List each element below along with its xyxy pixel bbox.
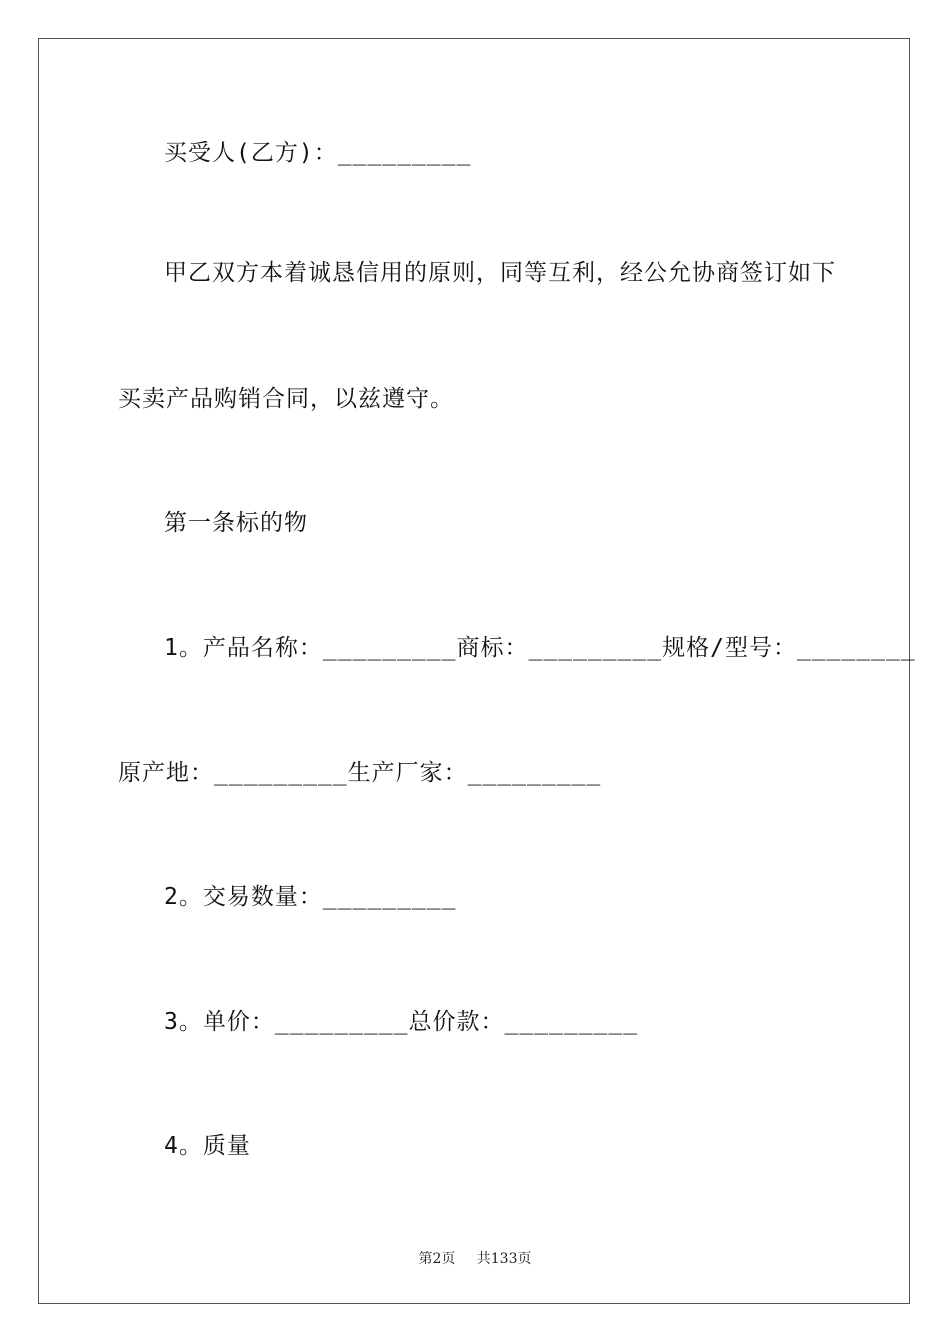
page-border — [38, 38, 910, 1304]
item-3-price: 3。单价：_________总价款：_________ — [164, 1009, 639, 1035]
item-1-product-line-1: 1。产品名称：_________商标：_________规格/型号：________ — [164, 635, 916, 661]
buyer-line: 买受人(乙方)：_________ — [164, 140, 472, 166]
page-footer — [0, 1248, 950, 1268]
item-4-quality: 4。质量 — [164, 1133, 251, 1159]
page-number: 第2页 — [418, 1251, 456, 1267]
total-pages: 共133页 — [476, 1251, 532, 1267]
item-2-quantity: 2。交易数量：_________ — [164, 884, 457, 910]
intro-paragraph-line-1: 甲乙双方本着诚恳信用的原则，同等互利，经公允协商签订如下 — [164, 260, 836, 286]
article-1-heading: 第一条标的物 — [164, 510, 308, 536]
item-1-product-line-2: 原产地：_________生产厂家：_________ — [118, 760, 602, 786]
intro-paragraph-line-2: 买卖产品购销合同，以兹遵守。 — [118, 386, 454, 412]
